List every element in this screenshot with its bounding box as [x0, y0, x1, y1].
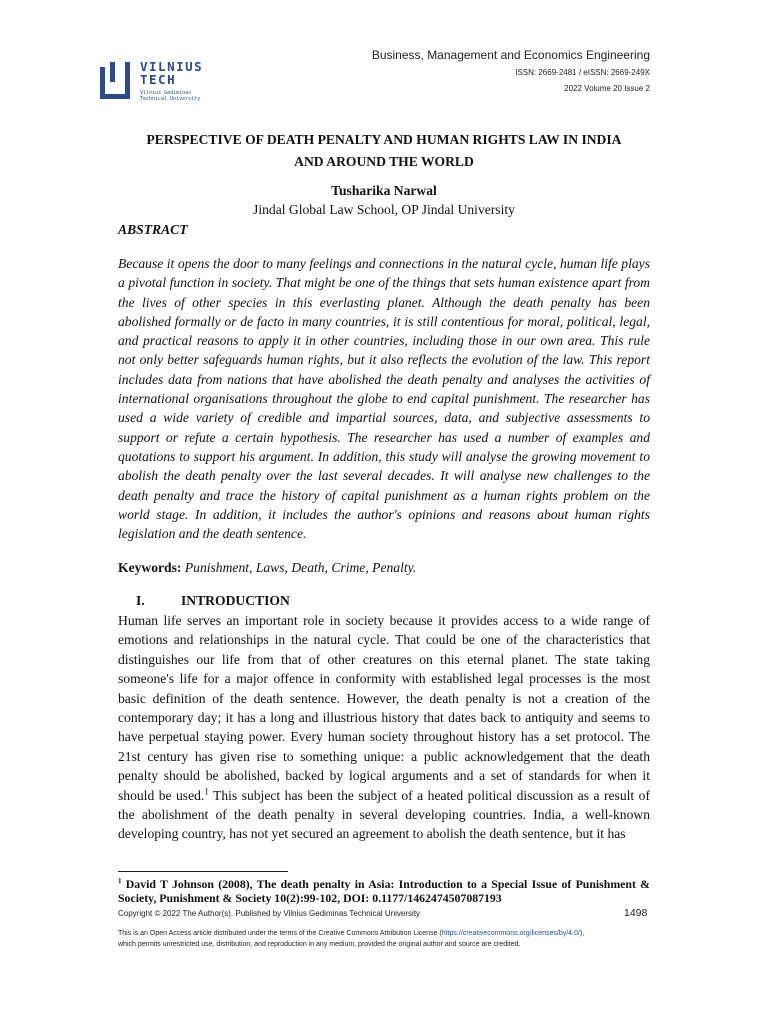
paper-title-line-2: AND AROUND THE WORLD — [294, 154, 474, 169]
section-title: INTRODUCTION — [181, 593, 290, 608]
journal-volume: 2022 Volume 20 Issue 2 — [564, 84, 650, 93]
introduction-paragraph — [118, 611, 650, 844]
university-logo — [98, 60, 228, 108]
journal-name: Business, Management and Economics Engineering — [371, 48, 650, 62]
section-number: I. — [136, 593, 145, 608]
keywords-label: Keywords: — [118, 560, 182, 575]
page-number: 1498 — [624, 907, 648, 919]
paper-title-line-1: PERSPECTIVE OF DEATH PENALTY AND HUMAN RIGHTS LAW IN INDIA — [146, 132, 622, 147]
logo-line-2: TECH — [140, 72, 177, 87]
paper-title — [118, 129, 650, 173]
section-heading — [136, 592, 290, 610]
footnote — [118, 877, 650, 905]
logo-sub-line-2: Technical University — [140, 96, 201, 102]
abstract-heading: ABSTRACT — [118, 222, 188, 237]
license-notice — [118, 929, 588, 950]
logo-subtitle — [140, 90, 200, 102]
journal-issn: ISSN: 2669-2481 / eISSN: 2669-249X — [515, 68, 650, 77]
journal-header — [372, 48, 650, 94]
footnote-divider — [118, 871, 288, 872]
logo-sub-line-1: Vilnius Gediminas — [140, 90, 192, 96]
author-affiliation: Jindal Global Law School, OP Jindal University — [253, 202, 515, 217]
abstract-text: Because it opens the door to many feelings and connections in the natural cycle, human life plays a pivotal function in society. That might be one of the things that sets human existence apart from the lives of other species in this everlasting planet. Although the death penalty has been abolished formally or de facto in many countries, it is still contentious for moral, political, legal, and practical reasons to apply it in other countries, including those in our own area. This rule not only better safeguards human rights, but it also reflects the evolution of the law. This report includes data from nations that have abolished the death penalty and analyses the activities of international organisations throughout the globe to end capital punishment. The researcher has used a wide variety of credible and impartial sources, data, and subjective assessments to support or refute a certain hypothesis. The researcher has used a number of examples and quotations to support his argument. In addition, this study will analyse the growing movement to abolish the death penalty over the last several decades. It will analyse new challenges to the death penalty and trace the history of capital punishment as a human rights problem on the world stage. In addition, it includes the author's opinions and reasons about human rights legislation and the death sentence. — [118, 256, 650, 542]
logo-line-1: VILNIUS — [140, 59, 204, 74]
author-name: Tusharika Narwal — [331, 183, 437, 198]
footnote-text: David T Johnson (2008), The death penalty in Asia: Introduction to a Special Issue of Punishment & Society, Punishment & Society 10(2):99-102, DOI: 0.1177/1462474507087193 — [118, 877, 650, 905]
keywords-list: Punishment, Laws, Death, Crime, Penalty. — [184, 560, 417, 575]
footnote-reference[interactable]: 1 — [204, 786, 209, 797]
license-text-part-1: This is an Open Access article distributed under the terms of the Creative Commons Attribution License ( — [118, 930, 442, 937]
copyright-notice: Copyright © 2022 The Author(s). Published by Vilnius Gediminas Technical University — [118, 909, 421, 918]
keywords — [118, 559, 650, 577]
license-link[interactable]: https://creativecommons.org/licenses/by/4.0/ — [441, 930, 580, 937]
intro-text-part-1: Human life serves an important role in society because it provides access to a wide range of emotions and relationships in the natural cycle. That could be one of the characteristics that distinguishes our life from that of other creatures on this eternal planet. The state taking someone's life for a major offence in conformity with established legal processes is the most basic definition of the death sentence. However, the death penalty is not a creation of the contemporary day; it has a long and illustrious history that dates back to antiquity and seems to have perpetual staying power. Every human society throughout history has a set protocol. The 21st century has given rise to something unique: a public acknowledgement that the death penalty should be abolished, backed by logical arguments and a set of standards for when it should be used. — [118, 613, 650, 803]
license-text-part-2: ), which permits unrestricted use, distribution, and reproduction in any medium, provided the original author and source are credited. — [118, 930, 585, 948]
intro-text-part-2: This subject has been the subject of a heated political discussion as a result of the abolishment of the death penalty in several developing countries. India, a well-known developing country, has not yet secured an agreement to abolish the death sentence, but it has — [118, 787, 650, 842]
logo-wordmark — [140, 60, 203, 86]
footnote-mark: 1 — [118, 877, 122, 886]
vilnius-tech-emblem-icon — [98, 62, 134, 104]
